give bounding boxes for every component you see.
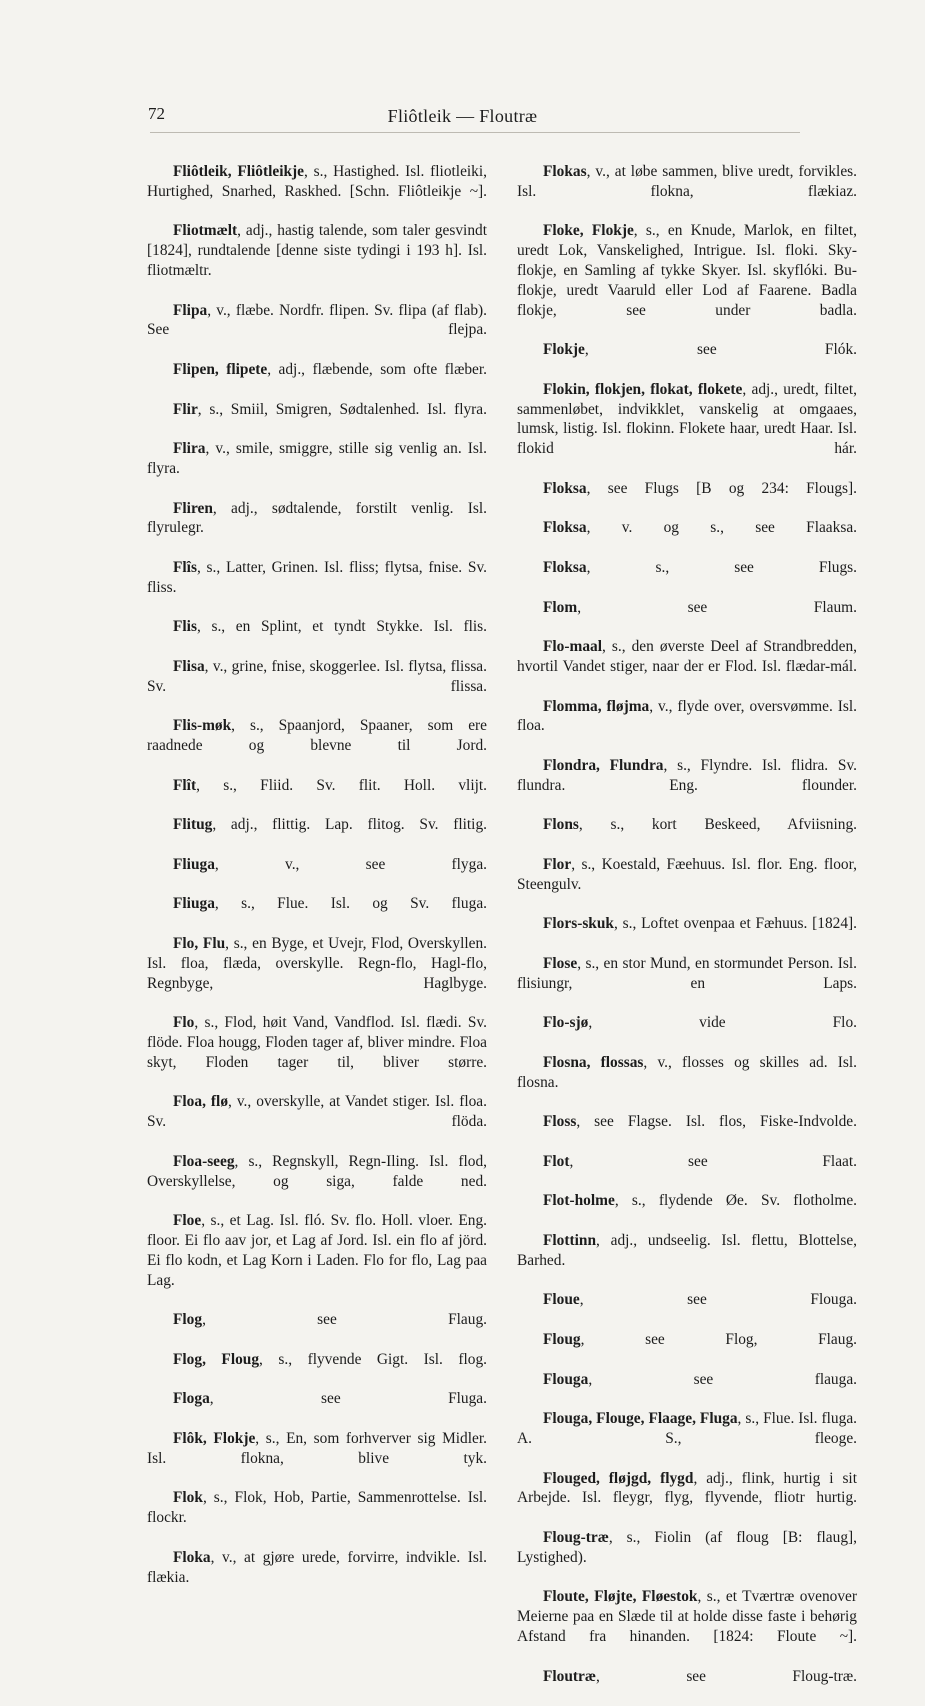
dictionary-entry [147,400,487,440]
entry-definition: , s., Flyndre. Isl. flidra. Sv. flundra. Eng. flounder. [517,756,857,794]
entry-headword: Floute, Fløjte, Fløestok [543,1588,698,1606]
dictionary-entry [517,162,857,221]
entry-headword: Flok [173,1489,203,1507]
entry-headword: Floe [173,1212,202,1230]
entry-headword: Flosna, flossas [543,1053,644,1071]
entry-headword: Fliren [173,499,213,517]
entry-headword: Flomma, fløjma [543,697,650,715]
entry-headword: Flît [173,776,197,794]
entry-definition: , see Flaum. [577,598,857,616]
dictionary-entry [147,1488,487,1547]
dictionary-entry [517,1231,857,1290]
dictionary-entry [517,558,857,598]
entry-headword: Flottinn [543,1232,597,1250]
page-number: 72 [148,104,165,123]
dictionary-entry [517,380,857,479]
entry-headword: Flokje [543,341,585,359]
entry-definition: , s., Spaanjord, Spaaner, som ere raadnede og blevne til Jord. [147,717,487,755]
entry-headword: Floga [173,1390,210,1408]
entry-headword: Fliuga [173,855,215,873]
entry-headword: Floa, flø [173,1093,229,1111]
dictionary-entry [147,1211,487,1310]
dictionary-entry [517,221,857,340]
entry-headword: Flokin, flokjen, flokat, flokete [543,380,743,398]
entry-definition: , s., et Lag. Isl. fló. Sv. flo. Holl. vloer. Eng. floor. Ei flo aav jor, et Lag af Jord. Isl. ein flo af jörd. Ei flo kodn, et Lag Korn i Laden. Flo for flo, Lag paa Lag. [147,1212,487,1289]
entry-definition: , v., flosses og skilles ad. Isl. flosna. [517,1053,858,1091]
entry-headword: Fliôtleik, Fliôtleikje [173,163,305,180]
dictionary-entry [147,1350,487,1390]
entry-headword: Flo-sjø [543,1014,589,1032]
dictionary-entry [517,598,857,638]
dictionary-entry [147,855,487,895]
entry-definition: , s., Regnskyll, Regn-Iling. Isl. flod, Overskyllelse, og siga, falde ned. [147,1152,487,1190]
entry-definition: , s., Koestald, Fæehuus. Isl. flor. Eng. floor, Steengulv. [517,855,857,893]
entry-definition: , see Flaat. [569,1152,857,1170]
entry-definition: , see Fluga. [209,1390,487,1408]
dictionary-entry [147,221,487,300]
dictionary-entry [517,1370,857,1410]
dictionary-entry [147,1013,487,1092]
entry-headword: Flom [543,598,578,616]
dictionary-entry [517,1191,857,1231]
entry-definition: , s., Flue. Isl. og Sv. fluga. [214,895,487,913]
entry-headword: Flot-holme [543,1192,615,1210]
entry-headword: Floutræ [543,1667,597,1685]
entry-definition: , s., en Splint, et tyndt Stykke. Isl. flis. [196,618,487,636]
entry-definition: , s., en Knude, Marlok, en filtet, uredt Lok, Vanskelighed, Intrigue. Isl. floki. Sky-flokje, en Samling af tykke Skyer. Isl. skyflóki. Bu-flokje, uredt Vaaruld eller Lod af Faarene. Badla flokje, see under badla. [517,222,857,319]
entry-definition: , adj., flink, hurtig i sit Arbejde. Isl. fleygr, flyg, flyvende, fliotr hurtig. [517,1469,857,1507]
dictionary-entry [147,558,487,617]
dictionary-entry [517,518,857,558]
entry-definition: , see Flugs [B og 234: Flougs]. [586,479,857,497]
dictionary-entry [517,479,857,519]
entry-definition: , v., flyde over, oversvømme. Isl. floa. [517,697,857,735]
entry-definition: , v., grine, fnise, skoggerlee. Isl. flytsa, flissa. Sv. flissa. [147,657,487,695]
entry-definition: , s., en Byge, et Uvejr, Flod, Overskyllen. Isl. floa, flæda, overskylle. Regn-flo, Hagl-flo, Regnbyge, Haglbyge. [147,935,488,992]
dictionary-entry [147,499,487,558]
entry-definition: , adj., uredt, filtet, sammenløbet, indvikklet, vanskelig at omgaaes, lumsk, listig. Isl. flokinn. Flokete haar, uredt Haar. Isl. flokid hár. [517,380,857,458]
entry-definition: , s., flyvende Gigt. Isl. flog. [259,1350,488,1368]
entry-headword: Flor [543,855,572,873]
dictionary-entry [517,1290,857,1330]
dictionary-entry [517,954,857,1013]
entry-headword: Flitug [173,816,213,834]
entry-headword: Flouga, Flouge, Flaage, Fluga [543,1410,738,1428]
running-title: Fliôtleik — Floutræ [387,106,538,126]
entry-definition: , s., Smiil, Smigren, Sødtalenhed. Isl. flyra. [197,400,487,418]
entry-headword: Flis [173,618,197,636]
entry-definition: , v., smile, smiggre, stille sig venlig an. Isl. flyra. [147,440,487,477]
dictionary-entry [147,1152,487,1211]
entry-definition: , see Flog, Flaug. [580,1331,857,1349]
dictionary-entry [147,934,487,1013]
entry-headword: Flo [173,1014,195,1032]
entry-definition: , adj., flittig. Lap. flitog. Sv. flitig. [212,816,487,834]
dictionary-entry [517,1469,857,1528]
dictionary-entry [147,1310,487,1350]
dictionary-entry [147,301,487,360]
dictionary-entry [147,360,487,400]
dictionary-entry [147,1548,487,1607]
entry-definition: , v. og s., see Flaaksa. [586,519,857,537]
entry-headword: Flondra, Flundra [543,756,664,774]
entry-definition: , s., Hastighed. Isl. fliotleiki, Hurtighed, Snarhed, Raskhed. [Schn. Fliôtleikje ~]. [147,163,487,200]
entry-headword: Flipa [173,301,208,319]
dictionary-entry [147,657,487,716]
entry-definition: , s., Loftet ovenpaa et Fæhuus. [1824]. [614,915,857,933]
dictionary-entry [517,1528,857,1587]
entry-definition: , adj., flæbende, som ofte flæber. [267,360,488,378]
entry-definition: , v., see flyga. [214,855,487,873]
entry-definition: , s., Flue. Isl. fluga. A. S., fleoge. [517,1410,857,1447]
dictionary-entry [147,1389,487,1429]
entry-headword: Flis-møk [173,717,232,735]
entry-headword: Floug-træ [543,1528,609,1546]
entry-headword: Flisa [173,657,205,675]
dictionary-entry [517,1013,857,1053]
entry-definition: , see Flók. [584,341,857,359]
entry-headword: Floksa [543,519,587,537]
entry-headword: Flot [543,1152,570,1170]
entry-definition: , s., Latter, Grinen. Isl. fliss; flytsa, fnise. Sv. fliss. [147,558,487,596]
dictionary-entry [517,1330,857,1370]
entry-definition: , s., en stor Mund, en stormundet Person. Isl. flisiungr, en Laps. [517,954,857,992]
entry-headword: Floka [173,1548,211,1566]
entry-headword: Flog, Floug [173,1350,260,1368]
entry-definition: , vide Flo. [588,1014,857,1032]
entry-definition: , see Flaug. [202,1311,487,1329]
dictionary-entry [147,1092,487,1151]
dictionary-entry [147,162,487,221]
entry-definition: , s., flydende Øe. Sv. flotholme. [614,1192,857,1210]
right-column [517,162,857,1706]
entry-definition: , s., Fliid. Sv. flit. Holl. vlijt. [196,776,487,794]
entry-definition: , adj., undseelig. Isl. flettu, Blottelse, Barhed. [517,1232,857,1269]
entry-headword: Flose [543,954,578,972]
entry-definition: , s., den øverste Deel af Strandbredden, hvortil Vandet stiger, naar der er Flod. Isl. flædar-mál. [517,638,857,675]
entry-definition: , adj., hastig talende, som taler gesvindt [1824], rundtalende [denne siste tydingi i 193 h]. Isl. fliotmæltr. [147,222,487,279]
dictionary-entry [517,637,857,696]
dictionary-entry [147,815,487,855]
entry-headword: Floksa [543,479,587,497]
entry-headword: Flo, Flu [173,935,226,953]
entry-definition: , s., En, som forhverver sig Midler. Isl. flokna, blive tyk. [147,1430,487,1467]
entry-headword: Flo-maal [543,638,602,656]
entry-definition: , see Flouga. [579,1291,857,1309]
dictionary-entry [517,855,857,914]
entry-headword: Flîs [173,558,197,576]
entry-definition: , v., overskylle, at Vandet stiger. Isl. floa. Sv. flöda. [147,1093,487,1131]
dictionary-entry [517,340,857,380]
dictionary-entry [517,815,857,855]
entry-headword: Flokas [543,163,587,180]
entry-definition: , s., Fiolin (af floug [B: flaug], Lystighed). [517,1528,857,1566]
dictionary-entry [147,776,487,816]
entry-headword: Floksa [543,558,587,576]
entry-headword: Floke, Flokje [543,222,634,240]
entry-headword: Floug [543,1331,581,1349]
dictionary-entry [517,914,857,954]
dictionary-entry [147,716,487,775]
entry-definition: , see flauga. [588,1370,857,1388]
entry-headword: Floss [543,1113,577,1131]
dictionary-entry [147,439,487,498]
dictionary-entry [147,894,487,934]
entry-headword: Flôk, Flokje [173,1430,256,1447]
entry-headword: Flouga [543,1370,589,1388]
dictionary-entry [517,1667,857,1706]
entry-definition: , s., see Flugs. [586,558,857,576]
dictionary-entry [517,1409,857,1468]
dictionary-entry [147,617,487,657]
entry-definition: , s., et Tværtræ ovenover Meierne paa en Slæde til at holde disse faste i behørig Afstand fra hinanden. [1824: Floute ~]. [517,1588,857,1645]
entry-headword: Flons [543,816,579,834]
page-header [0,100,925,130]
entry-headword: Floue [543,1291,580,1309]
entry-headword: Flors-skuk [543,915,614,933]
entry-headword: Fliuga [173,895,215,913]
entry-headword: Flira [173,440,206,458]
entry-definition: , s., Flok, Hob, Partie, Sammenrottelse. Isl. flockr. [147,1489,487,1527]
left-column [147,162,487,1607]
dictionary-entry [147,1429,487,1488]
dictionary-entry [517,756,857,815]
dictionary-entry [517,1587,857,1666]
dictionary-entry [517,1112,857,1152]
dictionary-entry [517,1053,857,1112]
entry-definition: , v., at løbe sammen, blive uredt, forvikles. Isl. flokna, flækiaz. [517,163,857,200]
entry-headword: Flouged, fløjgd, flygd [543,1469,694,1487]
entry-definition: , v., flæbe. Nordfr. flipen. Sv. flipa (af flab). See flejpa. [147,301,487,339]
dictionary-entry [517,1152,857,1192]
entry-definition: , s., kort Beskeed, Afviisning. [578,816,857,834]
entry-definition: , see Flagse. Isl. flos, Fiske-Indvolde. [576,1113,857,1131]
entry-headword: Floa-seeg [173,1152,235,1170]
entry-definition: , see Floug-træ. [596,1667,857,1685]
entry-headword: Fliotmælt [173,222,238,240]
entry-headword: Flir [173,400,198,418]
entry-headword: Flog [173,1311,203,1329]
entry-definition: , v., at gjøre urede, forvirre, indvikle. Isl. flækia. [147,1548,487,1586]
entry-definition: , s., Flod, høit Vand, Vandflod. Isl. flædi. Sv. flöde. Floa hougg, Floden tager af, bliver mindre. Floa skyt, Floden tager til, bliver større. [147,1014,487,1071]
header-rule [150,132,800,133]
entry-definition: , adj., sødtalende, forstilt venlig. Isl. flyrulegr. [147,499,487,537]
dictionary-entry [517,697,857,756]
entry-headword: Flipen, flipete [173,360,268,378]
